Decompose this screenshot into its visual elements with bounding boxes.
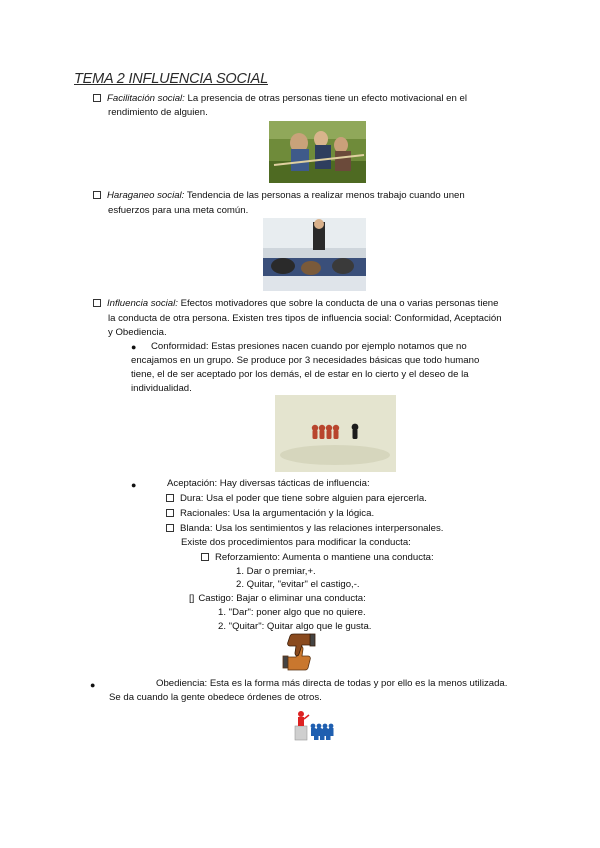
- text-line: La presencia de otras personas tiene un efecto motivacional en el: [184, 93, 467, 104]
- castigo: [189, 592, 366, 607]
- text-line: Dura: Usa el poder que tiene sobre alguien para ejercerla.: [180, 493, 427, 504]
- thumbs-up-down-icon: [279, 632, 319, 672]
- text-line: individualidad.: [131, 383, 192, 394]
- section-influencia: [93, 297, 498, 312]
- tactica-racionales: [166, 507, 374, 522]
- text-line: Conformidad: Estas presiones nacen cuando por ejemplo notamos que no: [151, 341, 467, 352]
- section-haraganeo: [93, 189, 465, 204]
- text-line: Se da cuando la gente obedece órdenes de otros.: [109, 692, 322, 703]
- text-line: Tendencia de las personas a realizar menos trabajo cuando unen: [184, 190, 465, 201]
- bullet-icon: ●: [131, 480, 137, 490]
- tactica-blanda: [166, 522, 443, 537]
- checkbox-icon: [166, 494, 174, 502]
- tactica-dura: [166, 492, 427, 507]
- leader-followers-icon: [293, 706, 338, 741]
- checkbox-icon: [93, 299, 101, 307]
- checkbox-icon: [93, 94, 101, 102]
- checkbox-icon: [166, 524, 174, 532]
- text-line: la conducta de otra persona. Existen tres tipos de influencia social: Conformidad, Aceptación: [108, 313, 502, 324]
- checkbox-icon: [166, 509, 174, 517]
- castigo-item: 1. "Dar": poner algo que no quiere.: [218, 607, 366, 618]
- section-facilitacion: [93, 92, 467, 107]
- photo-tug-of-war: [269, 121, 366, 183]
- term-facilitacion: Facilitación social:: [107, 93, 185, 104]
- text-line: tiene, el de ser aceptado por los demás, el de estar en lo cierto y el deseo de la: [131, 369, 469, 380]
- page-title: TEMA 2 INFLUENCIA SOCIAL: [74, 71, 268, 87]
- term-influencia: Influencia social:: [107, 298, 178, 309]
- text-line: Obediencia: Esta es la forma más directa de todas y por ello es la menos utilizada.: [156, 678, 508, 689]
- castigo-item: 2. "Quitar": Quitar algo que le gusta.: [218, 621, 372, 632]
- term-haraganeo: Haraganeo social:: [107, 190, 185, 201]
- reforzamiento-item: 2. Quitar, "evitar" el castigo,-.: [236, 579, 360, 590]
- text-line: y Obediencia.: [108, 327, 167, 338]
- text-line: Racionales: Usa la argumentación y la lógica.: [180, 508, 375, 519]
- text-line: rendimiento de alguien.: [108, 107, 208, 118]
- checkbox-icon: [93, 191, 101, 199]
- procedimientos-text: Existe dos procedimientos para modificar la conducta:: [181, 537, 411, 548]
- aceptacion-text: Aceptación: Hay diversas tácticas de influencia:: [167, 478, 370, 489]
- bullet-icon: ●: [90, 680, 96, 690]
- text-line: Efectos motivadores que sobre la conducta de una o varias personas tiene: [177, 298, 499, 309]
- photo-conformity-pawns: [275, 395, 396, 472]
- text-line: encajamos en un grupo. Se produce por 3 necesidades básicas que todo humano: [131, 355, 480, 366]
- text-line: Reforzamiento: Aumenta o mantiene una conducta:: [215, 552, 434, 563]
- text-line: Castigo: Bajar o eliminar una conducta:: [198, 593, 366, 604]
- castigo-marker-icon: []: [189, 593, 195, 604]
- text-line: esfuerzos para una meta común.: [108, 205, 249, 216]
- reforzamiento-item: 1. Dar o premiar,+.: [236, 566, 316, 577]
- reforzamiento: [201, 551, 434, 566]
- text-line: Blanda: Usa los sentimientos y las relaciones interpersonales.: [180, 523, 444, 534]
- photo-sleeping-workers: [263, 218, 366, 291]
- checkbox-icon: [201, 553, 209, 561]
- bullet-icon: ●: [131, 342, 137, 352]
